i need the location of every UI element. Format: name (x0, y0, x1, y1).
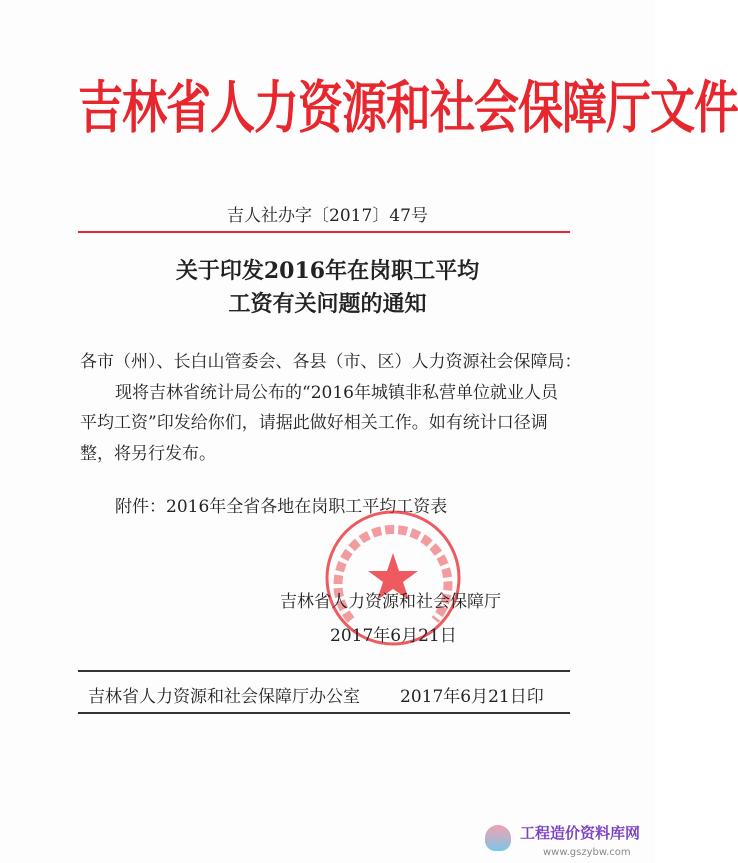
body-line: 整，将另行发布。 (80, 444, 216, 464)
signature-org: 吉林省人力资源和社会保障厅 (280, 592, 501, 612)
addressee: 各市（州）、长白山管委会、各县（市、区）人力资源社会保障局： (80, 352, 582, 372)
body-line: 现将吉林省统计局公布的“2016年城镇非私营单位就业人员 (115, 383, 558, 403)
watermark-url: www.gszybw.com (543, 847, 631, 858)
signature-date: 2017年6月21日 (330, 626, 457, 646)
footer-office: 吉林省人力资源和社会保障厅办公室 (88, 687, 360, 707)
header-title: 吉林省人力资源和社会保障厅文件 (78, 74, 738, 141)
footer-top-rule (78, 670, 570, 672)
footer-print-date: 2017年6月21日印 (400, 687, 544, 707)
red-divider (78, 231, 570, 233)
body-line: 平均工资”印发给你们，请据此做好相关工作。如有统计口径调 (80, 413, 548, 433)
notice-title-line1: 关于印发2016年在岗职工平均 (175, 258, 480, 284)
notice-title-line2: 工资有关问题的通知 (228, 291, 427, 317)
attachment-line: 附件：2016年全省各地在岗职工平均工资表 (115, 497, 448, 517)
butterfly-logo-icon (485, 825, 511, 851)
footer-bottom-rule (78, 712, 570, 714)
watermark-name: 工程造价资料库网 (520, 824, 641, 842)
document-number: 吉人社办字〔2017〕47号 (227, 206, 428, 226)
